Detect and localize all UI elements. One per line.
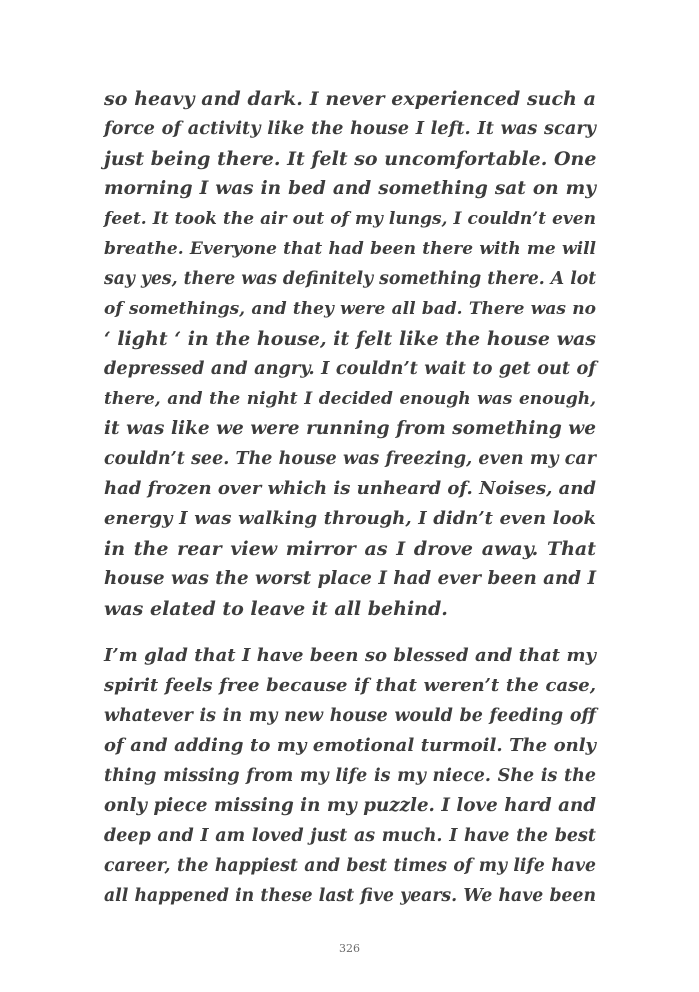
text-line: couldn’t see. The house was freezing, even my car	[104, 449, 596, 469]
text-line: feet. It took the air out of my lungs, I couldn’t even	[104, 209, 596, 229]
text-line: thing missing from my life is my niece. She is the	[104, 766, 596, 786]
text-line: only piece missing in my puzzle. I love hard and	[104, 795, 596, 816]
text-line: house was the worst place I had ever been and I	[104, 568, 596, 589]
text-line: there, and the night I decided enough was enough,	[104, 389, 596, 409]
text-line: deep and I am loved just as much. I have the best	[104, 826, 596, 846]
page-number: 326	[339, 942, 360, 955]
text-line: whatever is in my new house would be feeding off	[104, 706, 596, 726]
text-line: breathe. Everyone that had been there with me will	[104, 239, 596, 259]
text-line: of and adding to my emotional turmoil. The only	[104, 735, 596, 756]
text-line: so heavy and dark. I never experienced such a	[104, 88, 596, 110]
text-line: in the rear view mirror as I drove away. That	[104, 538, 596, 560]
text-line: spirit feels free because if that weren’t the case,	[104, 675, 596, 696]
text-line: all happened in these last five years. We have been	[104, 886, 596, 906]
text-line: was elated to leave it all behind.	[104, 598, 448, 620]
text-line: force of activity like the house I left. It was scary	[104, 118, 596, 139]
text-line: depressed and angry. I couldn’t wait to get out of	[104, 358, 596, 379]
body-text	[104, 84, 596, 911]
text-line: ‘ light ‘ in the house, it felt like the house was	[104, 328, 596, 350]
paragraph-2	[104, 641, 596, 911]
text-line: had frozen over which is unheard of. Noises, and	[104, 478, 596, 499]
text-line: of somethings, and they were all bad. There was no	[104, 299, 596, 319]
text-line: it was like we were running from something we	[104, 418, 596, 439]
text-line: say yes, there was definitely something there. A lot	[104, 269, 597, 289]
text-line: I’m glad that I have been so blessed and that my	[104, 645, 596, 666]
text-line: morning I was in bed and something sat on my	[104, 178, 596, 199]
paragraph-1	[104, 84, 596, 624]
text-line: career, the happiest and best times of my life have	[104, 856, 596, 876]
text-line: energy I was walking through, I didn’t even look	[104, 508, 596, 529]
text-line: just being there. It felt so uncomfortable. One	[104, 148, 597, 170]
